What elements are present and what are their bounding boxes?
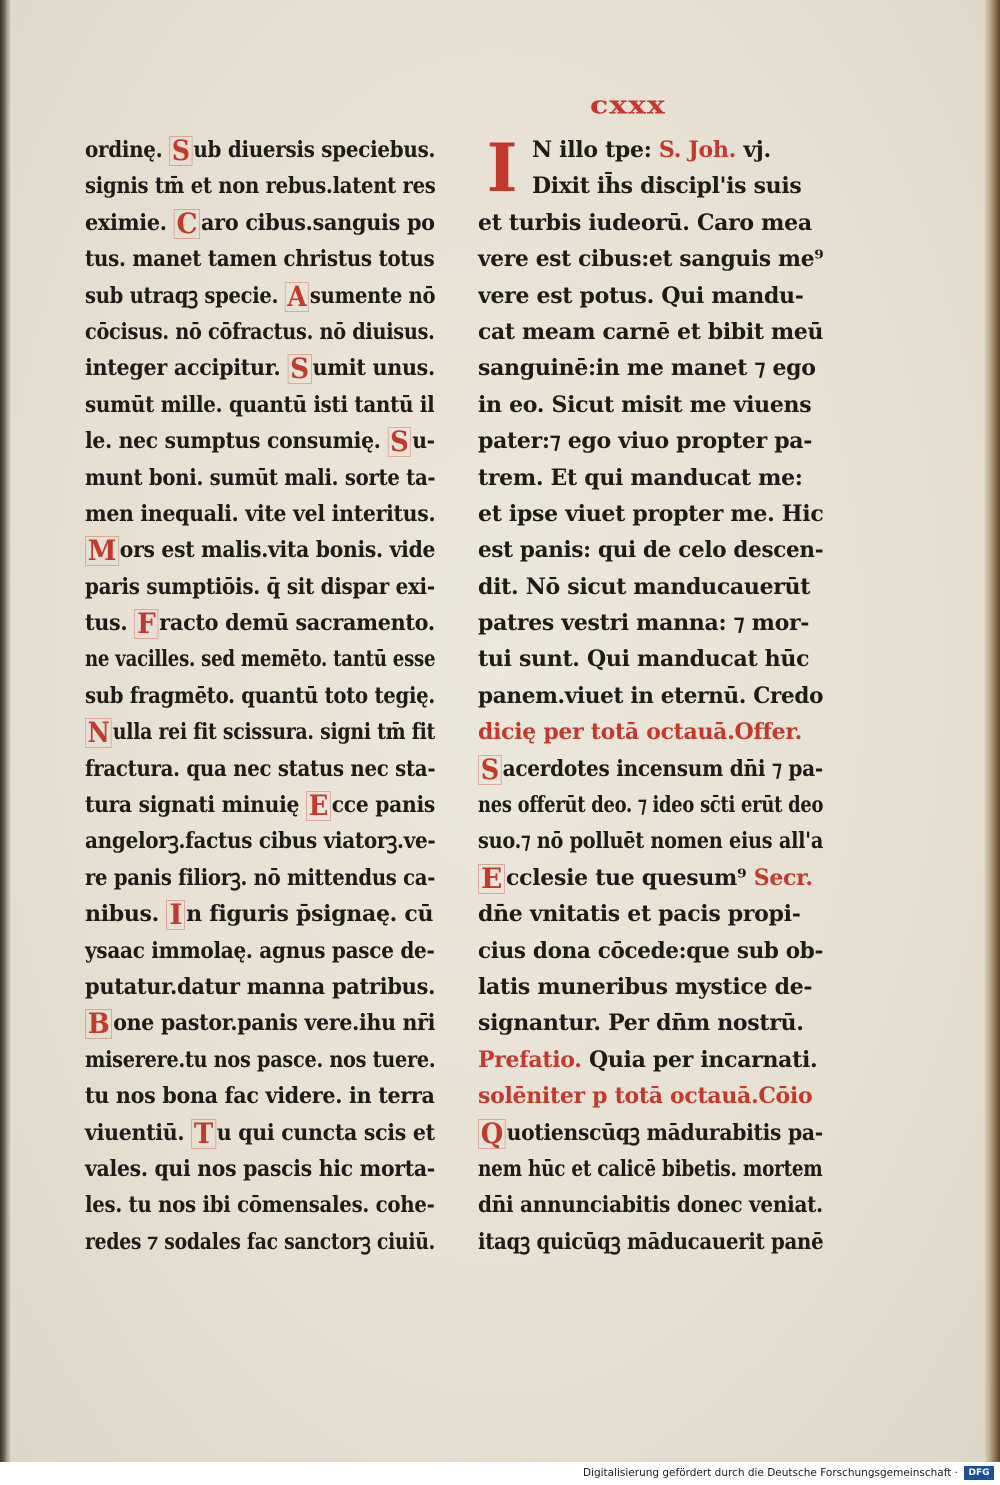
text-line <box>85 460 436 496</box>
text-line <box>478 423 823 459</box>
text-line <box>85 678 435 714</box>
line-text: miserere.tu nos pasce. nos tuere. <box>85 1046 436 1073</box>
line-text: vj. <box>743 137 771 163</box>
line-text: tus. <box>85 610 135 637</box>
text-line <box>478 532 824 568</box>
text-line <box>85 969 436 1005</box>
line-text: signis tm̄ et non rebus.latent res <box>85 173 436 200</box>
text-line <box>85 569 435 605</box>
line-text: ne vacilles. sed memēto. tantū esse <box>85 646 436 673</box>
text-line <box>478 1224 824 1260</box>
text-line <box>478 460 823 496</box>
rubricated-initial: B <box>85 1009 112 1039</box>
line-text: munt boni. sumūt mali. sorte ta- <box>85 464 436 491</box>
line-text: sumūt mille. quantū isti tantū il <box>85 391 435 418</box>
line-text: Dixit ih̄s discipl'is suis <box>532 173 802 200</box>
line-text: cat meam carnē et bibit meū <box>478 318 824 345</box>
line-text: nem hūc et calicē bibetis. mortem <box>478 1155 823 1182</box>
book-page <box>10 0 987 1462</box>
text-line <box>478 1115 823 1151</box>
text-line <box>478 569 823 605</box>
line-text: patres vestri manna: ⁊ mor- <box>478 610 810 637</box>
line-text: fractura. qua nec status nec sta- <box>85 755 436 782</box>
line-text: putatur.datur manna patribus. <box>85 973 436 1000</box>
line-text: sub fragmēto. quantū toto tegię. <box>85 682 435 709</box>
line-text: pater:⁊ ego viuo propter pa- <box>478 428 813 455</box>
text-line <box>85 787 436 823</box>
rubric-text: Secr. <box>753 864 813 891</box>
text-line <box>478 496 823 532</box>
text-line <box>478 205 823 241</box>
text-line <box>478 1151 823 1187</box>
text-line <box>85 532 436 568</box>
line-text: itaqꝫ quicūqꝫ māducauerit panē <box>478 1228 824 1255</box>
dfg-credit-text: Digitalisierung gefördert durch die Deutsche Forschungsgemeinschaft · <box>582 1467 958 1479</box>
text-line <box>85 496 436 532</box>
line-text: dit. Nō sicut manducauerūt <box>478 573 811 600</box>
line-text: men inequali. vite vel interitus. <box>85 500 436 527</box>
line-text: nibus. <box>85 901 167 928</box>
rubricated-initial: M <box>85 536 119 566</box>
line-text: ordinę. <box>85 137 170 163</box>
line-text: trem. Et qui manducat me: <box>478 464 803 491</box>
line-text: tura signati minuię <box>85 792 306 819</box>
text-line <box>532 132 823 168</box>
text-line <box>478 641 823 677</box>
text-line <box>478 605 823 641</box>
rubricated-initial: S <box>478 755 502 785</box>
line-text: vere est potus. Qui mandu- <box>478 282 804 309</box>
line-text: tui sunt. Qui manducat hūc <box>478 646 810 673</box>
text-line <box>478 823 824 859</box>
rubricated-initial: C <box>174 209 200 239</box>
line-text: latis muneribus mystice de- <box>478 973 813 1000</box>
rubricated-initial: Q <box>478 1119 506 1149</box>
text-line <box>478 1187 823 1223</box>
folio-number: cxxx <box>590 90 666 121</box>
text-line <box>478 350 823 386</box>
line-text: ulla rei fit scissura. signi tm̄ fit <box>112 719 435 746</box>
text-line <box>85 350 435 386</box>
line-text: cōcisus. nō cōfractus. nō diuisus. <box>85 318 435 345</box>
text-line <box>85 1224 435 1260</box>
line-text: eximie. <box>85 209 174 236</box>
rubric-text: solēniter p totā octauā.Cōio <box>478 1083 813 1110</box>
rubric-text: Prefatio. <box>478 1046 589 1073</box>
line-text: ors est malis.vita bonis. vide <box>119 537 436 564</box>
text-line <box>478 1005 823 1041</box>
text-line <box>85 423 435 459</box>
line-text: n figuris p̄signaę. cū <box>186 901 434 928</box>
line-text: cius dona cōcede:que sub ob- <box>478 937 824 964</box>
text-line <box>85 605 435 641</box>
line-text: les. tu nos ibi cōmensales. cohe- <box>85 1192 435 1219</box>
line-text: dn̄i annunciabitis donec veniat. <box>478 1192 823 1219</box>
line-text: le. nec sumptus consumię. <box>85 428 388 455</box>
text-line <box>478 969 823 1005</box>
line-text: redes ⁊ sodales fac sanctorꝫ ciuiū. <box>85 1228 435 1255</box>
text-line <box>85 641 436 677</box>
text-line <box>478 751 823 787</box>
line-text: uotienscūqꝫ mādurabitis pa- <box>506 1119 823 1146</box>
line-text: integer accipitur. <box>85 355 288 382</box>
line-text: acerdotes incensum dn̄i ⁊ pa- <box>502 755 823 782</box>
line-text: re panis filiorꝫ. nō mittendus ca- <box>85 864 436 891</box>
line-text: vere est cibus:et sanguis me⁹ <box>478 246 824 273</box>
text-line <box>478 241 824 277</box>
line-text: cce panis <box>331 792 436 819</box>
rubricated-initial: A <box>285 282 309 312</box>
line-text: tus. manet tamen christus totus <box>85 246 435 273</box>
text-line <box>85 241 435 277</box>
line-text: u- <box>412 428 435 455</box>
dfg-logo[interactable]: DFG <box>964 1466 994 1480</box>
rubricated-initial: S <box>287 354 311 384</box>
line-text: est panis: qui de celo descen- <box>478 537 824 564</box>
rubricated-initial: N <box>85 718 112 748</box>
rubricated-initial: E <box>478 864 505 894</box>
text-line <box>85 278 436 314</box>
rubricated-initial: S <box>169 136 192 166</box>
book-edge <box>988 0 1000 1462</box>
line-text: tu nos bona fac videre. in terra <box>85 1083 435 1110</box>
line-text: viuentiū. <box>85 1119 192 1146</box>
text-line <box>478 714 823 750</box>
text-line <box>85 387 435 423</box>
rubricated-initial: I <box>166 900 185 930</box>
line-text: ysaac immolaę. agnus pasce de- <box>85 937 435 964</box>
rubricated-initial: S <box>387 427 411 457</box>
line-text: u qui cuncta scis et <box>216 1119 435 1146</box>
line-text: panem.viuet in eternū. Credo <box>478 682 824 709</box>
text-line <box>85 1042 436 1078</box>
text-line <box>85 132 436 168</box>
line-text: sanguinē:in me manet ⁊ ego <box>478 355 816 382</box>
line-text: N illo tpe: <box>532 137 659 163</box>
line-text: paris sumptiōis. q̄ sit dispar exi- <box>85 573 435 600</box>
text-line <box>478 860 823 896</box>
text-line <box>532 168 823 204</box>
text-line <box>85 168 436 204</box>
line-text: in eo. Sicut misit me viuens <box>478 391 812 418</box>
text-line <box>85 314 435 350</box>
decorated-initial: I <box>486 129 518 207</box>
line-text: umit unus. <box>312 355 435 382</box>
text-line <box>478 1042 823 1078</box>
text-line <box>85 1078 435 1114</box>
line-text: suo.⁊ nō polluēt nomen eius all'a <box>478 828 824 855</box>
line-text: vales. qui nos pascis hic morta- <box>85 1155 435 1182</box>
line-text: sub utraqꝫ specie. <box>85 282 285 309</box>
line-text: angelorꝫ.factus cibus viatorꝫ.ve- <box>85 828 436 855</box>
text-line <box>85 1151 435 1187</box>
line-text: dn̄e vnitatis et pacis propi- <box>478 901 801 928</box>
text-line <box>85 933 435 969</box>
right-text-column <box>478 129 824 1260</box>
text-line <box>85 205 435 241</box>
text-line <box>478 896 823 932</box>
rubricated-initial: E <box>306 791 331 821</box>
text-line <box>85 896 435 932</box>
text-line <box>478 278 823 314</box>
line-text: aro cibus.sanguis po <box>201 209 435 236</box>
rubric-text: dicię per totā octauā.Offer. <box>478 719 803 746</box>
line-text: racto demū sacramento. <box>159 610 435 637</box>
line-text: sumente nō <box>309 282 436 309</box>
line-text: signantur. Per dn̄m nostrū. <box>478 1010 804 1037</box>
text-line <box>85 1115 435 1151</box>
line-text: ub diuersis speciebus. <box>193 137 436 163</box>
text-line <box>478 387 823 423</box>
text-line <box>85 751 436 787</box>
text-line <box>478 933 824 969</box>
text-line <box>478 1078 823 1114</box>
line-text: et turbis iudeorū. Caro mea <box>478 209 812 236</box>
text-line <box>85 714 435 750</box>
line-text: nes offerūt deo. ⁊ ideo sc̄ti erūt deo <box>478 792 824 819</box>
text-line <box>478 678 824 714</box>
line-text: one pastor.panis vere.ihu nr̄i <box>113 1010 436 1037</box>
rubricated-initial: T <box>191 1119 216 1149</box>
left-text-column <box>85 132 435 1260</box>
text-line <box>85 1005 436 1041</box>
text-line <box>478 314 824 350</box>
rubricated-initial: F <box>134 609 158 639</box>
line-text: et ipse viuet propter me. Hic <box>478 500 823 527</box>
text-line <box>85 1187 435 1223</box>
text-line <box>478 787 824 823</box>
text-line <box>85 860 436 896</box>
line-text: Quia per incarnati. <box>588 1046 818 1073</box>
text-line <box>85 823 436 859</box>
rubric-text: S. Joh. <box>658 137 744 163</box>
line-text: cclesie tue quesum⁹ <box>506 864 754 891</box>
